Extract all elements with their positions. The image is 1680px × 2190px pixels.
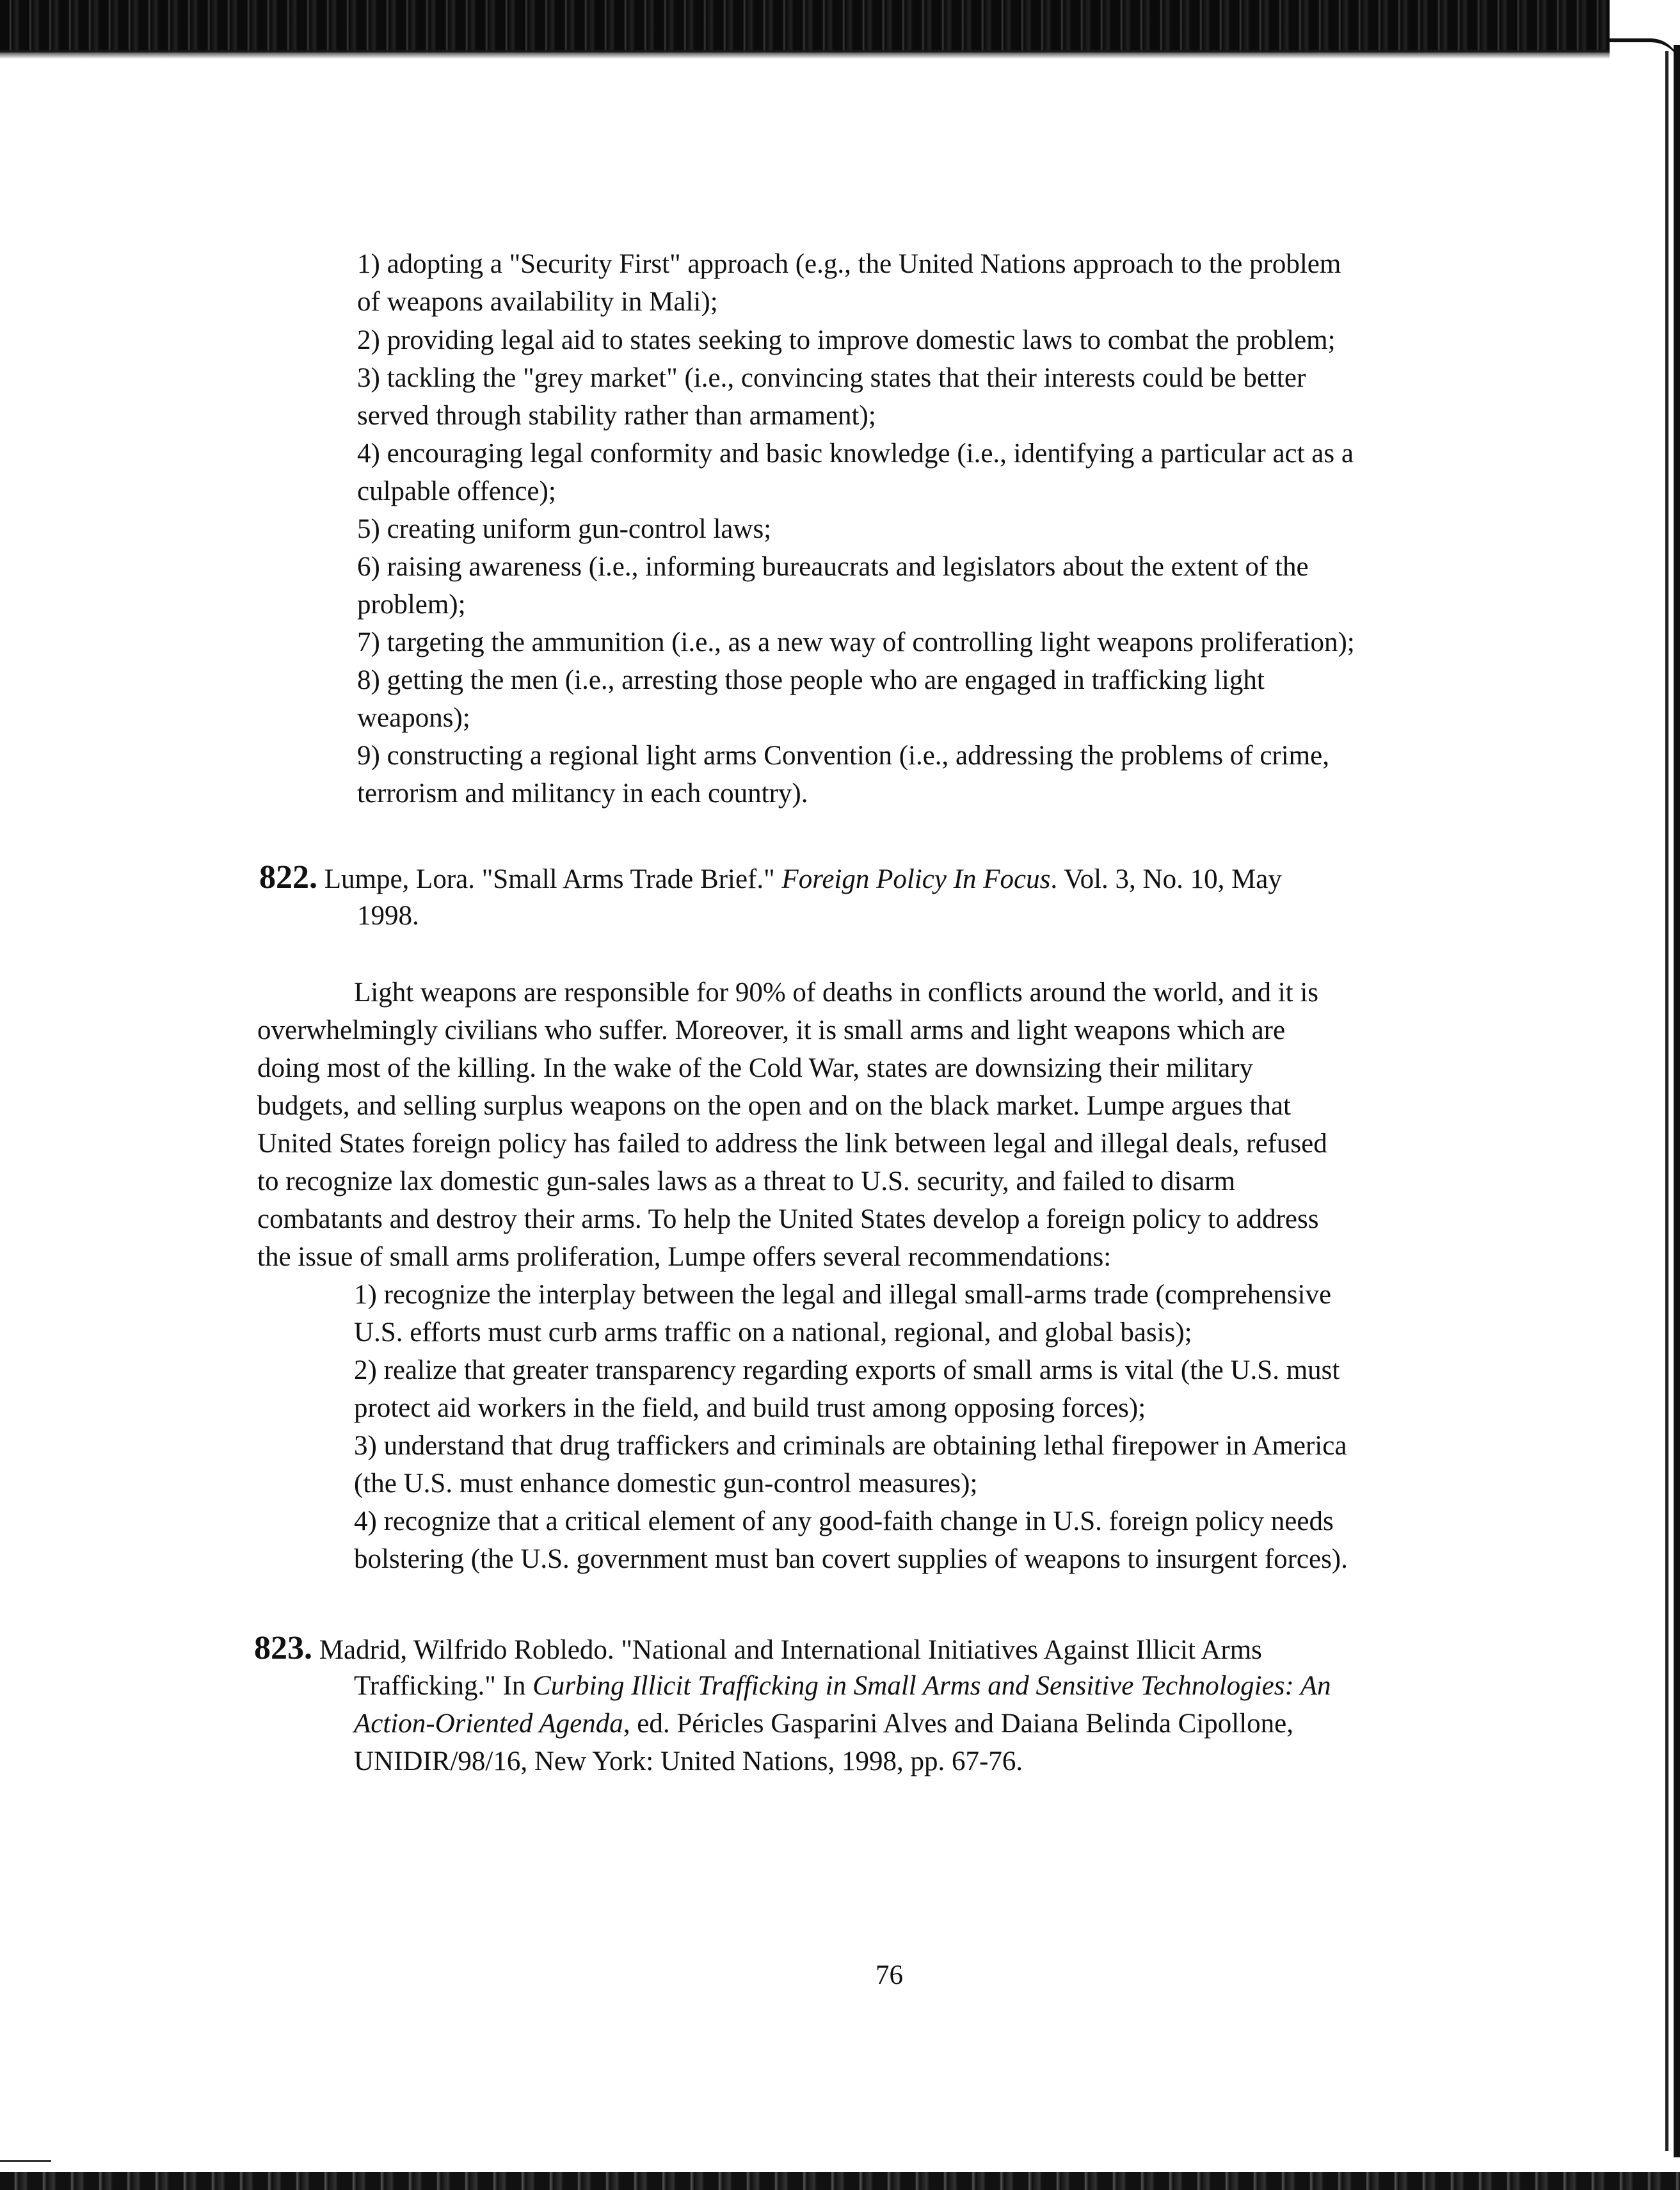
list-item: bolstering (the U.S. government must ban covert supplies of weapons to insurgent forces). [354,1544,1348,1574]
page-number: 76 [876,1960,903,1990]
paragraph-line: overwhelmingly civilians who suffer. Moreover, it is small arms and light weapons which are [257,1015,1286,1045]
list-item: 1) recognize the interplay between the legal and illegal small-arms trade (comprehensive [354,1280,1332,1310]
list-item: 2) providing legal aid to states seeking to improve domestic laws to combat the problem; [357,325,1336,355]
list-item: of weapons availability in Mali); [357,287,718,317]
page-curl [1610,38,1680,68]
citation-text: , ed. Péricles Gasparini Alves and Daiana Belinda Cipollone, [623,1709,1294,1739]
page-edge-inner [1665,51,1668,2151]
list-item: terrorism and militancy in each country). [357,778,808,809]
list-item: 3) tackling the "grey market" (i.e., convincing states that their interests could be better [357,363,1306,393]
citation-line [254,1630,1262,1668]
paragraph-line: the issue of small arms proliferation, Lumpe offers several recommendations: [257,1242,1112,1272]
list-item: 1) adopting a "Security First" approach (e.g., the United Nations approach to the problem [357,249,1341,279]
list-item: served through stability rather than armament); [357,401,876,431]
paragraph-line: budgets, and selling surplus weapons on the open and on the black market. Lumpe argues that [257,1091,1291,1121]
list-item: 4) recognize that a critical element of any good-faith change in U.S. foreign policy needs [354,1506,1334,1536]
citation-text: Lumpe, Lora. "Small Arms Trade Brief." [317,864,782,894]
list-item: 3) understand that drug traffickers and criminals are obtaining lethal firepower in America [354,1431,1347,1461]
list-item: protect aid workers in the field, and build trust among opposing forces); [354,1393,1146,1423]
scan-border-top [0,0,1680,52]
paragraph-line: Light weapons are responsible for 90% of deaths in conflicts around the world, and it is [354,978,1319,1008]
entry-number: 822. [259,859,317,896]
list-item: culpable offence); [357,476,556,506]
citation-text: . Vol. 3, No. 10, May [1050,864,1282,894]
list-item: 9) constructing a regional light arms Convention (i.e., addressing the problems of crime, [357,741,1329,771]
citation-line: UNIDIR/98/16, New York: United Nations, 1998, pp. 67-76. [354,1746,1023,1776]
citation-text: Trafficking." In [354,1671,533,1701]
scan-border-right [1610,0,1680,2190]
list-item: 5) creating uniform gun-control laws; [357,514,772,544]
entry-number: 823. [254,1630,312,1666]
list-item: (the U.S. must enhance domestic gun-control measures); [354,1469,978,1499]
list-item: 6) raising awareness (i.e., informing bureaucrats and legislators about the extent of the [357,552,1309,582]
list-item: 7) targeting the ammunition (i.e., as a new way of controlling light weapons proliferation); [357,627,1355,657]
citation-text: Madrid, Wilfrido Robledo. "National and International Initiatives Against Illicit Arms [312,1635,1262,1665]
citation-line: 1998. [357,901,419,931]
book-title: Curbing Illicit Trafficking in Small Arms and Sensitive Technologies: An [532,1671,1331,1701]
list-item: 2) realize that greater transparency regarding exports of small arms is vital (the U.S. must [354,1355,1340,1385]
list-item: 8) getting the men (i.e., arresting those people who are engaged in trafficking light [357,665,1265,695]
paragraph-line: doing most of the killing. In the wake of the Cold War, states are downsizing their military [257,1053,1254,1083]
paragraph-line: combatants and destroy their arms. To help the United States develop a foreign policy to address [257,1204,1319,1234]
citation-line [354,1668,1331,1704]
journal-title: Foreign Policy In Focus [781,864,1051,894]
list-item: problem); [357,590,466,620]
paragraph-line: to recognize lax domestic gun-sales laws as a threat to U.S. security, and failed to disarm [257,1166,1236,1196]
list-item: 4) encouraging legal conformity and basic knowledge (i.e., identifying a particular act as a [357,439,1354,469]
paragraph-line: United States foreign policy has failed to address the link between legal and illegal deals, refused [257,1129,1327,1159]
citation-line [259,860,1282,898]
scan-border-bottom [0,2172,1680,2190]
list-item: weapons); [357,703,470,733]
list-item: U.S. efforts must curb arms traffic on a national, regional, and global basis); [354,1317,1192,1348]
page-edge [1674,45,1680,2157]
citation-line [354,1706,1293,1742]
book-title: Action-Oriented Agenda [354,1709,623,1739]
scan-mark [0,2160,51,2162]
